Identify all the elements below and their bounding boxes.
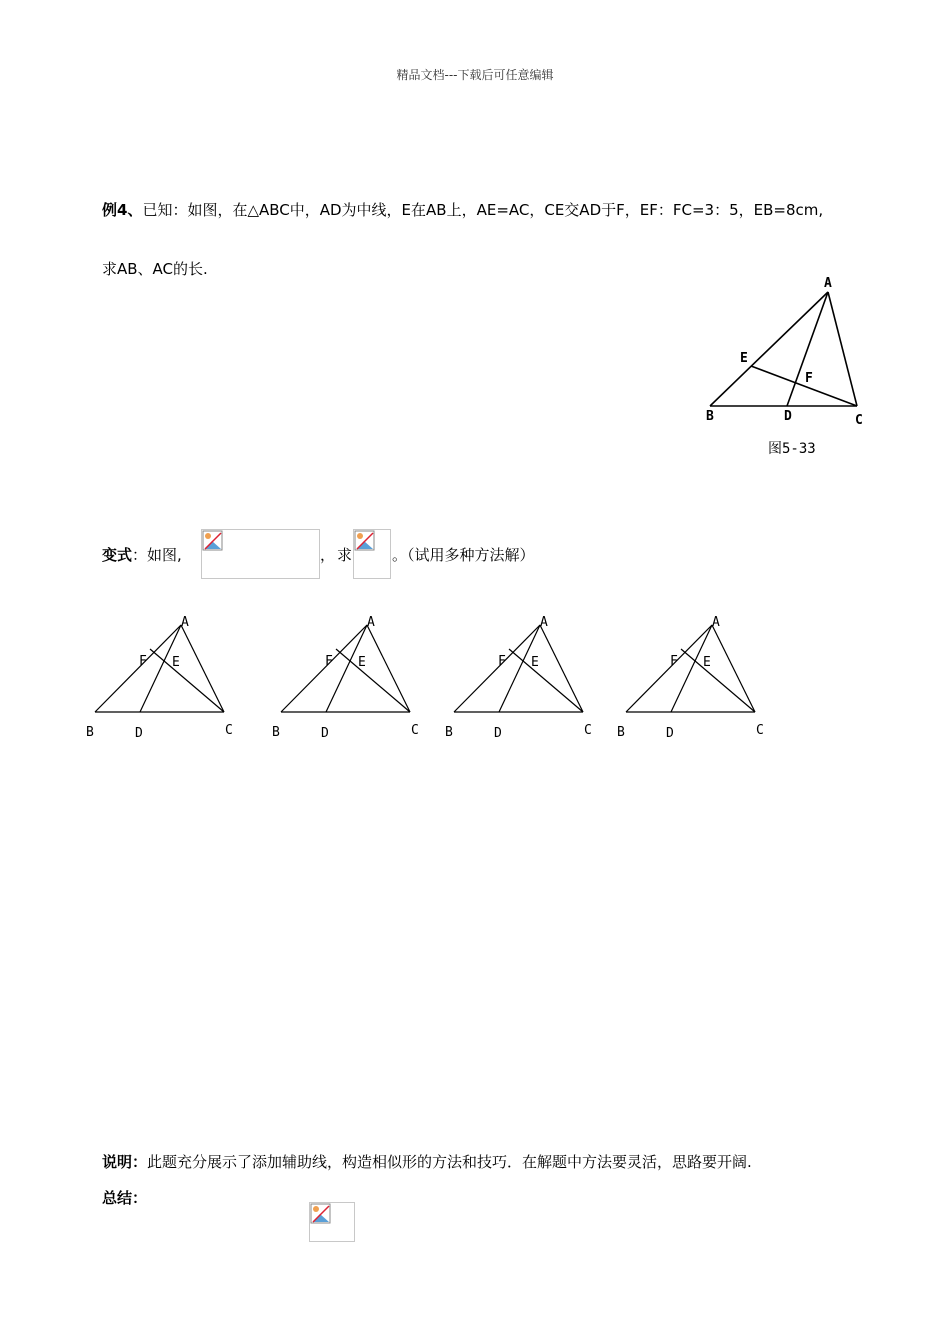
segment-ac (828, 292, 857, 406)
segment-ad (787, 292, 828, 406)
svg-text:D: D (135, 726, 143, 741)
small-figure-2 (271, 612, 421, 742)
broken-image-icon (202, 530, 224, 552)
small-figure-1 (85, 612, 235, 742)
explanation-label: 说明： (102, 1153, 148, 1171)
label-a: A (824, 276, 832, 291)
svg-text:E: E (531, 655, 539, 670)
svg-text:D: D (666, 726, 674, 741)
broken-image-3 (309, 1202, 355, 1242)
main-triangle-figure (700, 272, 870, 462)
svg-text:C: C (584, 723, 592, 738)
small-figure-4 (616, 612, 766, 742)
broken-image-1 (201, 529, 320, 579)
svg-text:F: F (139, 654, 147, 669)
svg-text:C: C (411, 723, 419, 738)
label-d: D (784, 409, 792, 424)
svg-text:A: A (540, 615, 548, 630)
svg-text:A: A (367, 615, 375, 630)
svg-text:E: E (172, 655, 180, 670)
svg-text:B: B (445, 725, 453, 740)
explanation-text: 此题充分展示了添加辅助线，构造相似形的方法和技巧．在解题中方法要灵活，思路要开阔. (147, 1153, 752, 1171)
svg-text:D: D (321, 726, 329, 741)
variant-tail: 。（试用多种方法解） (392, 546, 535, 564)
figure-caption: 图5-33 (768, 441, 816, 457)
svg-text:C: C (225, 723, 233, 738)
broken-image-icon (310, 1203, 332, 1225)
broken-image-2 (353, 529, 391, 579)
svg-text:A: A (712, 615, 720, 630)
svg-text:B: B (617, 725, 625, 740)
segment-ec (751, 366, 857, 406)
label-c: C (855, 413, 863, 428)
small-figure-3 (444, 612, 594, 742)
variant-comma: ， (320, 546, 336, 564)
example-line-1 (102, 200, 823, 220)
svg-text:A: A (181, 615, 189, 630)
example-label: 例4、 (102, 201, 143, 219)
broken-image-icon (354, 530, 376, 552)
explanation-line (102, 1152, 752, 1172)
svg-text:B: B (272, 725, 280, 740)
variant-seek: 求 (337, 546, 353, 564)
example-text-2: 求AB、AC的长. (102, 260, 208, 278)
svg-text:D: D (494, 726, 502, 741)
summary-label: 总结： (102, 1189, 148, 1207)
variant-label: 变式：如图, (102, 546, 182, 564)
svg-text:F: F (325, 654, 333, 669)
svg-text:F: F (670, 654, 678, 669)
page-header: 精品文档---下载后可任意编辑 (396, 68, 554, 82)
label-f: F (805, 371, 813, 386)
svg-text:C: C (756, 723, 764, 738)
label-b: B (706, 409, 714, 424)
svg-text:B: B (86, 725, 94, 740)
svg-text:F: F (498, 654, 506, 669)
label-e: E (740, 351, 748, 366)
svg-text:E: E (703, 655, 711, 670)
svg-text:E: E (358, 655, 366, 670)
example-text-1: 已知：如图，在△ABC中，AD为中线，E在AB上，AE=AC，CE交AD于F，EF：FC=3：5，EB=8cm, (142, 201, 824, 219)
